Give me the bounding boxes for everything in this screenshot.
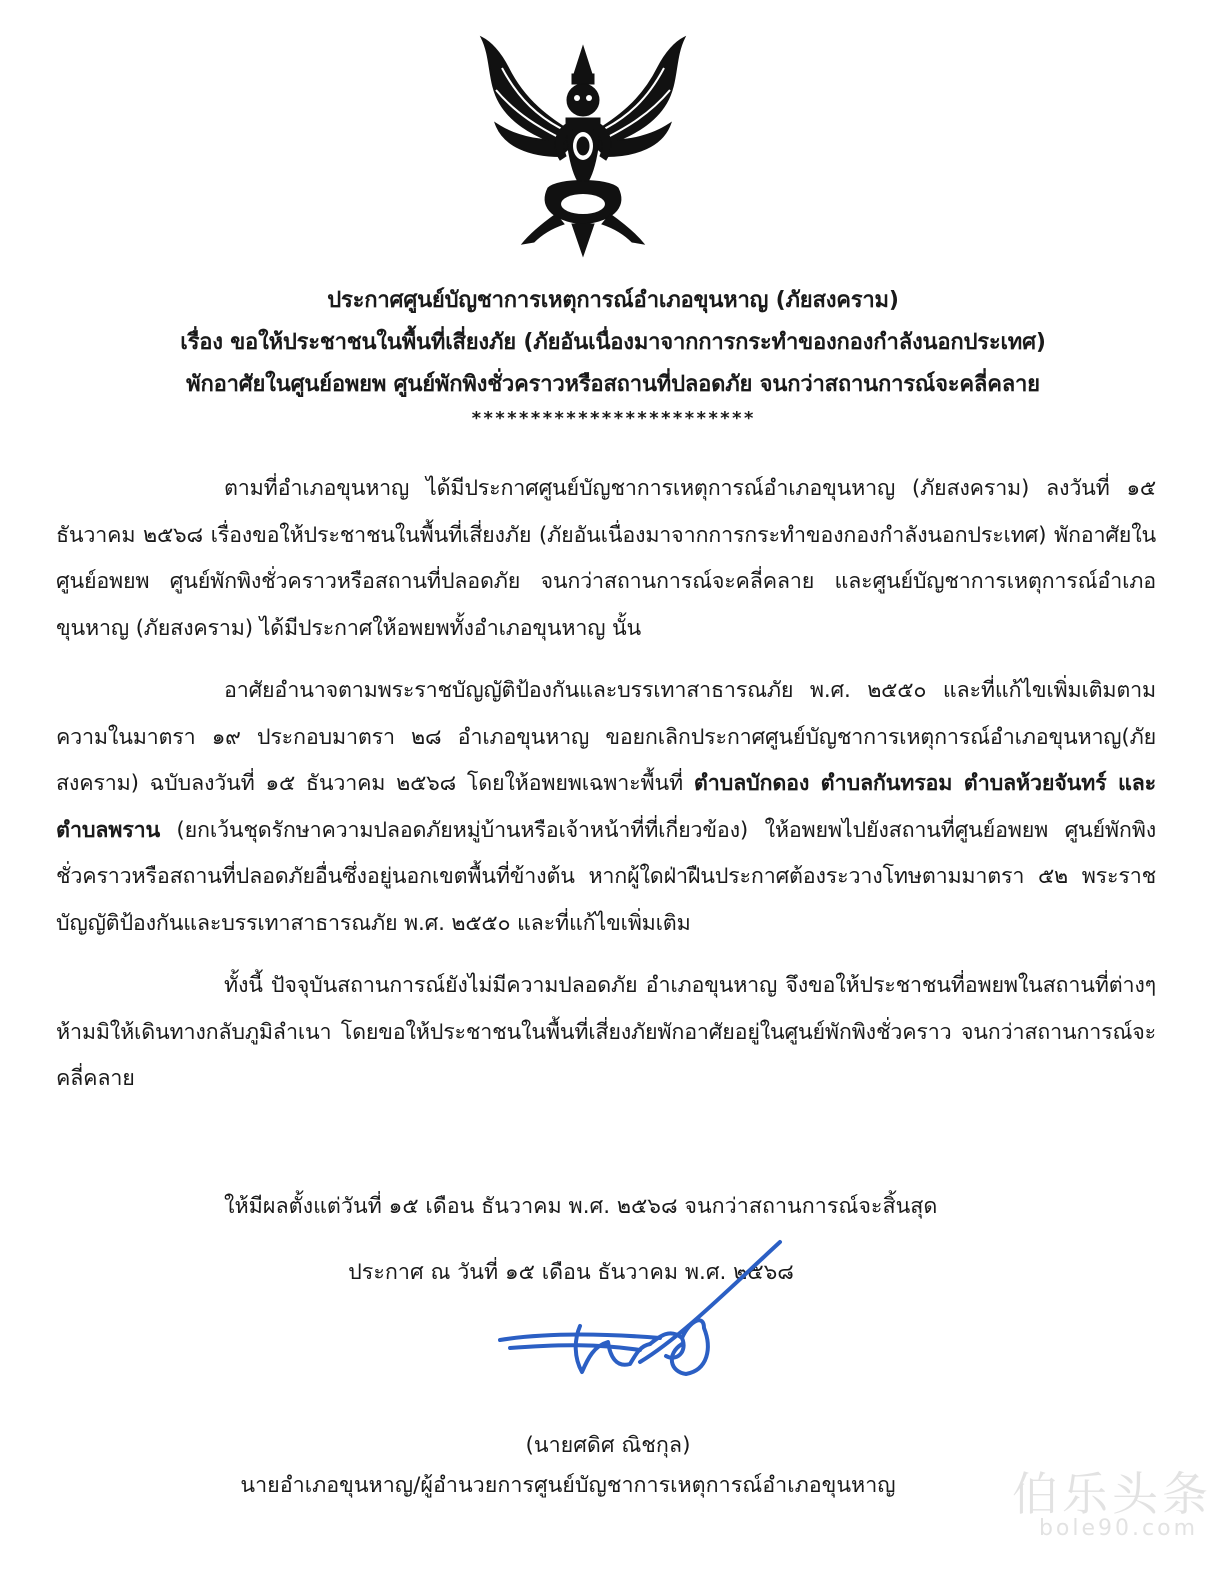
handwritten-signature-icon: [490, 1228, 800, 1408]
announcement-date: ประกาศ ณ วันที่ ๑๕ เดือน ธันวาคม พ.ศ. ๒๕๖๘: [348, 1260, 794, 1285]
effective-date: ให้มีผลตั้งแต่วันที่ ๑๕ เดือน ธันวาคม พ.ศ. ๒๕๖๘ จนกว่าสถานการณ์จะสิ้นสุด: [224, 1194, 938, 1219]
paragraph-2-start: อาศัยอำนาจตามพระราชบัญญัติป้องกันและบรรเทาสาธารณภัย พ.ศ. ๒๕๕๐ และที่แก้ไขเพิ่มเติมตามความในมาตรา ๑๙ ประกอบมาตรา ๒๘ อำเภอขุนหาญ ขอยกเลิกประกาศศูนย์บัญชาการเหตุการณ์อำเภอขุนหาญ(ภัยสงคราม) ฉบับลงวันที่ ๑๕ ธันวาคม ๒๕๖๘ โดยให้อพยพเฉพาะพื้นที่: [56, 678, 1156, 796]
watermark-text: 伯乐头条: [1012, 1467, 1212, 1521]
signer-title: นายอำเภอขุนหาญ/ผู้อำนวยการศูนย์บัญชาการเหตุการณ์อำเภอขุนหาญ: [240, 1473, 896, 1498]
paragraph-1: ตามที่อำเภอขุนหาญ ได้มีประกาศศูนย์บัญชาการเหตุการณ์อำเภอขุนหาญ (ภัยสงคราม) ลงวันที่ ๑๕ ธันวาคม ๒๕๖๘ เรื่องขอให้ประชาชนในพื้นที่เสี่ยงภัย (ภัยอันเนื่องมาจากการกระทำของกองกำลังนอกประเทศ) พักอาศัยในศูนย์อพยพ ศูนย์พักพิงชั่วคราวหรือสถานที่ปลอดภัย จนกว่าสถานการณ์จะคลี่คลาย และศูนย์บัญชาการเหตุการณ์อำเภอขุนหาญ (ภัยสงคราม) ได้มีประกาศให้อพยพทั้งอำเภอขุนหาญ นั้น: [56, 476, 1156, 641]
title-line-3: พักอาศัยในศูนย์อพยพ ศูนย์พักพิงชั่วคราวหรือสถานที่ปลอดภัย จนกว่าสถานการณ์จะคลี่คลาย: [186, 372, 1040, 397]
title-separator: ************************: [470, 408, 756, 429]
announcement-title: [40, 280, 1186, 432]
watermark: [952, 1458, 1212, 1548]
watermark-url: bole90.com: [1038, 1516, 1198, 1541]
announcement-body: [56, 466, 1156, 1119]
title-line-1: ประกาศศูนย์บัญชาการเหตุการณ์อำเภอขุนหาญ (ภัยสงคราม): [327, 288, 899, 313]
garuda-emblem-icon: [468, 28, 698, 260]
paragraph-2-end: (ยกเว้นชุดรักษาความปลอดภัยหมู่บ้านหรือเจ้าหน้าที่ที่เกี่ยวข้อง) ให้อพยพไปยังสถานที่ศูนย์อพยพ ศูนย์พักพิงชั่วคราวหรือสถานที่ปลอดภัยอื่นซึ่งอยู่นอกเขตพื้นที่ข้างต้น หากผู้ใดฝ่าฝืนประกาศต้องระวางโทษตามมาตรา ๕๒ พระราชบัญญัติป้องกันและบรรเทาสาธารณภัย พ.ศ. ๒๕๕๐ และที่แก้ไขเพิ่มเติม: [56, 817, 1156, 936]
signer-name: (นายศดิศ ณิชกุล): [525, 1433, 691, 1458]
paragraph-3: ทั้งนี้ ปัจจุบันสถานการณ์ยังไม่มีความปลอดภัย อำเภอขุนหาญ จึงขอให้ประชาชนที่อพยพในสถานที่ต่างๆ ห้ามมิให้เดินทางกลับภูมิลำเนา โดยขอให้ประชาชนในพื้นที่เสี่ยงภัยพักอาศัยอยู่ในศูนย์พักพิงชั่วคราว จนกว่าสถานการณ์จะคลี่คลาย: [56, 973, 1156, 1091]
paragraph-2: [56, 668, 1156, 947]
title-line-2: เรื่อง ขอให้ประชาชนในพื้นที่เสี่ยงภัย (ภัยอันเนื่องมาจากการกระทำของกองกำลังนอกประเทศ): [180, 330, 1046, 355]
paragraph-2-subdistricts: ตำบลบักดอง ตำบลกันทรอม ตำบลห้วยจันทร์ และตำบลพราน: [56, 771, 1156, 843]
